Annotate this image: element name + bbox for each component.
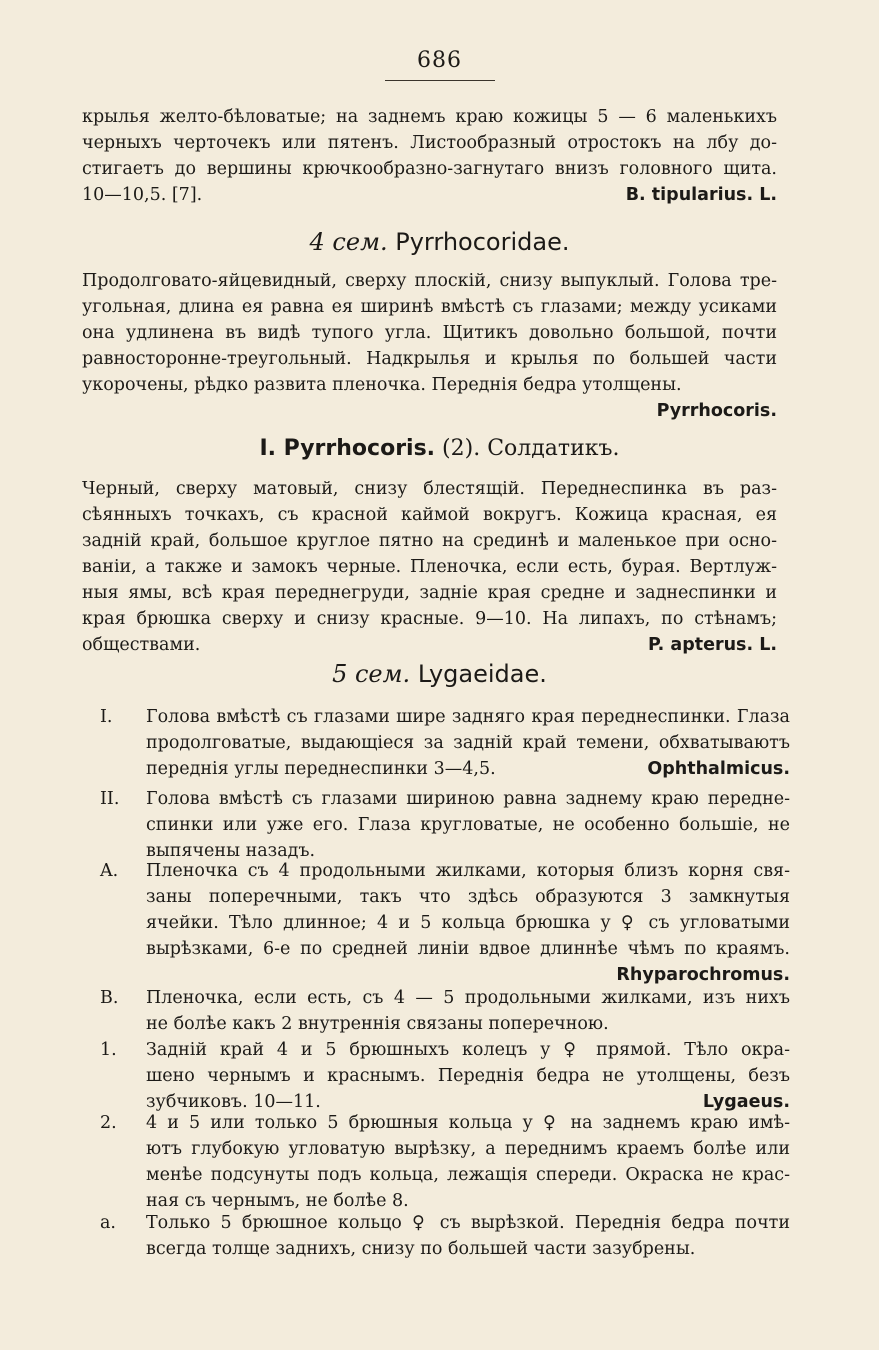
key-item <box>100 1110 790 1214</box>
text-line: ячейки. Тѣло длинное; 4 и 5 кольца брюшка у ♀ съ угловатыми <box>146 913 790 933</box>
text-line: края брюшка сверху и снизу красные. 9—10. На липахъ, по стѣнамъ; <box>82 609 777 629</box>
text-line: переднія углы переднеспинки 3—4,5. <box>146 759 496 779</box>
text-line: Голова вмѣстѣ съ глазами шириною равна заднему краю передне- <box>146 789 790 809</box>
family-name: Pyrrhocoridae. <box>395 228 570 256</box>
text-line: Пленочка съ 4 продольными жилками, которыя близъ корня свя- <box>146 861 790 881</box>
key-marker: I. <box>100 707 113 727</box>
text-line: крылья желто-бѣловатые; на заднемъ краю кожицы 5 — 6 маленькихъ <box>82 107 777 127</box>
text-line: задній край, большое круглое пятно на срединѣ и маленькое при осно- <box>82 531 777 551</box>
text-line: ваніи, а также и замокъ черные. Пленочка, если есть, бурая. Вертлуж- <box>82 557 777 577</box>
text-line: 4 и 5 или только 5 брюшныя кольца у ♀ на заднемъ краю имѣ- <box>146 1113 790 1133</box>
paragraph-continuation <box>82 104 777 208</box>
text-line: Задній край 4 и 5 брюшныхъ колецъ у ♀ прямой. Тѣло окра- <box>146 1040 790 1060</box>
text-line: заны поперечными, такъ что здѣсь образуются 3 замкнутыя <box>146 887 790 907</box>
key-item <box>100 704 790 782</box>
family-heading <box>0 228 879 256</box>
genus-name: Lygaeus. <box>702 1092 790 1112</box>
key-item <box>100 985 790 1037</box>
text-line: укорочены, рѣдко развита пленочка. Переднія бедра утолщены. <box>82 375 682 395</box>
species-name: P. apterus. L. <box>648 635 777 655</box>
text-line: не болѣе какъ 2 внутреннія связаны поперечною. <box>146 1014 609 1034</box>
page-number-rule <box>385 80 495 81</box>
key-item <box>100 786 790 864</box>
key-item <box>100 1037 790 1115</box>
text-line: спинки или уже его. Глаза кругловатые, не особенно большіе, не <box>146 815 790 835</box>
species-description <box>82 476 777 658</box>
family-name: Lygaeidae. <box>417 660 547 688</box>
text-line: Продолговато-яйцевидный, сверху плоскій, снизу выпуклый. Голова тре- <box>82 271 777 291</box>
text-line: она удлинена въ видѣ тупого угла. Щитикъ довольно большой, почти <box>82 323 777 343</box>
genus-heading <box>0 436 879 461</box>
page-number: 686 <box>417 48 462 73</box>
key-marker: B. <box>100 988 119 1008</box>
genus-label: I. Pyrrhocoris. <box>259 436 436 461</box>
family-description <box>82 268 777 424</box>
text-line: Пленочка, если есть, съ 4 — 5 продольными жилками, изъ нихъ <box>146 988 790 1008</box>
text-line: ныя ямы, всѣ края переднегруди, задніе края средне и заднеспинки и <box>82 583 777 603</box>
text-line: зубчиковъ. 10—11. <box>146 1092 321 1112</box>
genus-name: Rhyparochromus. <box>616 965 790 985</box>
family-heading <box>0 660 879 688</box>
text-line: Голова вмѣстѣ съ глазами шире задняго края переднеспинки. Глаза <box>146 707 790 727</box>
text-line: угольная, длина ея равна ея ширинѣ вмѣстѣ съ глазами; между усиками <box>82 297 777 317</box>
text-line: сѣянныхъ точкахъ, съ красной каймой вокругъ. Кожица красная, ея <box>82 505 777 525</box>
genus-name: Pyrrhocoris. <box>656 401 777 421</box>
key-marker: A. <box>100 861 119 881</box>
genus-number: (2). <box>442 436 481 461</box>
species-name: B. tipularius. L. <box>625 185 777 205</box>
text-line: обществами. <box>82 635 201 655</box>
key-item <box>100 1210 790 1262</box>
key-marker: a. <box>100 1213 116 1233</box>
text-line: равносторонне-треугольный. Надкрылья и крылья по большей части <box>82 349 777 369</box>
text-line: Только 5 брюшное кольцо ♀ съ вырѣзкой. Переднія бедра почти <box>146 1213 790 1233</box>
text-line: ная съ чернымъ, не болѣе 8. <box>146 1191 409 1211</box>
text-line: выпячены назадъ. <box>146 841 316 861</box>
text-line: шено чернымъ и краснымъ. Переднія бедра не утолщены, безъ <box>146 1066 790 1086</box>
genus-name: Ophthalmicus. <box>647 759 790 779</box>
text-line: продолговатые, выдающіеся за задній край темени, обхватываютъ <box>146 733 790 753</box>
key-item <box>100 858 790 988</box>
text-line: черныхъ черточекъ или пятенъ. Листообразный отростокъ на лбу до- <box>82 133 777 153</box>
text-line: вырѣзками, 6-е по средней линіи вдвое длиннѣе чѣмъ по краямъ. <box>146 939 790 959</box>
genus-common-name: Солдатикъ. <box>487 436 620 461</box>
family-label: 5 сем. <box>332 660 411 688</box>
text-line: стигаетъ до вершины крючкообразно-загнутаго внизъ головного щита. <box>82 159 777 179</box>
key-marker: II. <box>100 789 120 809</box>
text-line: менѣе подсунуты подъ кольца, лежащія спереди. Окраска не крас- <box>146 1165 790 1185</box>
family-label: 4 сем. <box>309 228 388 256</box>
text-line: ютъ глубокую угловатую вырѣзку, а переднимъ краемъ болѣе или <box>146 1139 790 1159</box>
key-marker: 2. <box>100 1113 117 1133</box>
text-line: 10—10,5. [7]. <box>82 185 203 205</box>
key-marker: 1. <box>100 1040 117 1060</box>
text-line: всегда толще заднихъ, снизу по большей части зазубрены. <box>146 1239 696 1259</box>
text-line: Черный, сверху матовый, снизу блестящій. Переднеспинка въ раз- <box>82 479 777 499</box>
